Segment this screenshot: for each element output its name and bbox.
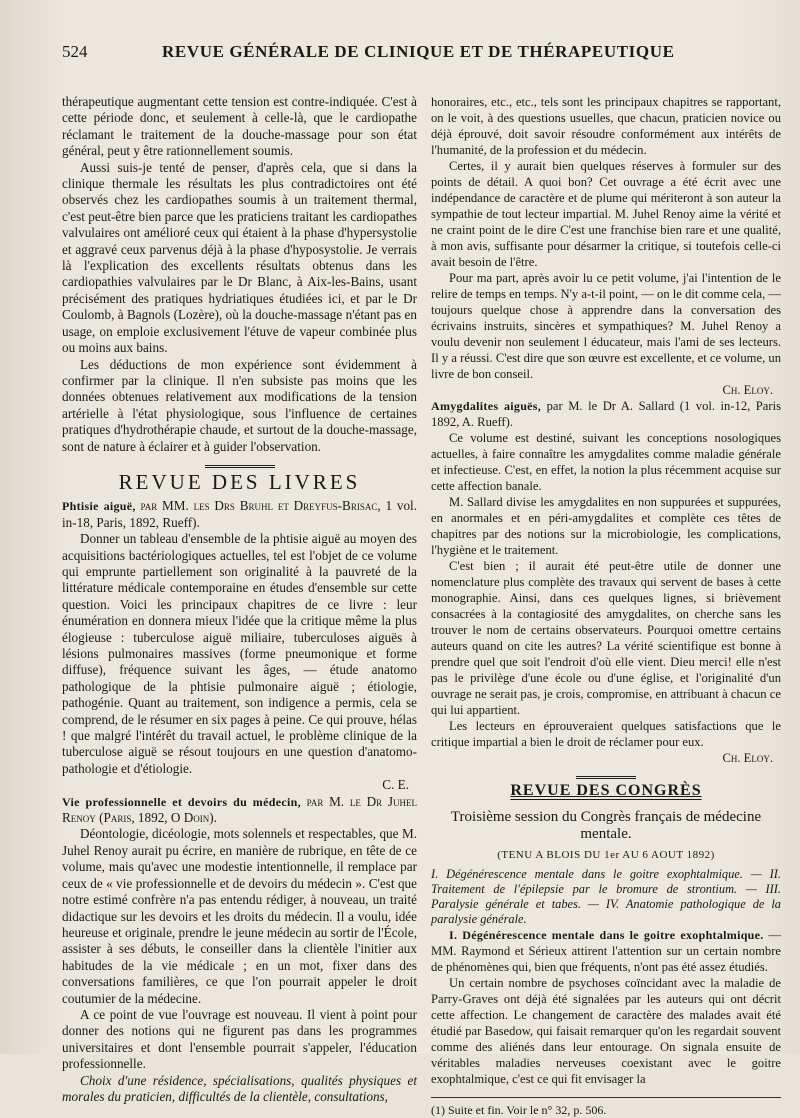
italic-text: Choix d'une résidence, spécialisations, qualités physiques et morales du praticien, difficultés de la clientèle, consultations, — [62, 1072, 417, 1104]
review-title: Vie professionnelle et devoirs du médecin, — [62, 794, 301, 809]
review-authors: par M. le Dr Juhel Renoy (Paris, 1892, O Doin). — [62, 793, 418, 826]
footnote: (1) Suite et fin. Voir le n° 32, p. 506. — [431, 1103, 607, 1117]
text-columns — [62, 94, 786, 1118]
paragraph: Donner un tableau d'ensemble de la phtisie aiguë au moyen des acquisitions bactériologiques actuelles, tel est l'objet de ce volume qui emprunte partiellement son originalité à la pauvreté de la littérature médicale contemporaine en études d'ensemble sur cette question. Voici les principaux chapitres de ce livre : leur énumération en donnera mieux l'idée que la critique même la plus élogieuse : tuberculose aiguë miliaire, tuberculoses aiguës à lésions pulmonaires massives (forme pneumonique et forme diffuse), fréquence suivant les âges, — étude anatomo pathologique de la phtisie pulmonaire aiguë ; étiologie, pathogénie. Quant au traitement, son indigence a permis, cela se comprend, de le résumer en six pages à peine. Ce qui prouve, hélas ! que malgré l'intérêt du travail actuel, le problème clinique de la tuberculose aiguë se résout toujours en une question d'anatomo-pathologie et d'étiologie. — [62, 531, 417, 776]
review-authors: par MM. les Drs Bruhl et Dreyfus-Brisac, — [140, 498, 381, 514]
review-authors: par M. le Dr A. Sallard (1 vol. in-12, Paris 1892, A. Rueff). — [431, 399, 781, 429]
signature: Ch. Eloy. — [722, 751, 773, 765]
section-title-revue-des-congres: REVUE DES CONGRÈS — [510, 782, 702, 799]
paragraph: Les lecteurs en éprouveraient quelques satisfactions que le critique impartial a bien le droit de réclamer pour eux. — [431, 719, 781, 749]
paragraph: A ce point de vue l'ouvrage est nouveau. Il vient à point pour donner des notions qui ne figurent pas dans les programmes universitaires et dont l'ensemble pourrait s'appeler, l'éducation professionnelle. — [62, 1006, 417, 1072]
subsection-title: I. Dégénérescence mentale dans le goitre exophtalmique. — [449, 928, 764, 942]
signature: Ch. Eloy. — [722, 383, 773, 397]
paragraph — [62, 1073, 417, 1106]
paragraph: Ce volume est destiné, suivant les conceptions nosologiques actuelles, à faire connaître les amygdalites comme maladie générale et infectieuse. C'est, en effet, la notion la plus récemment acquise sur cette affection banale. — [431, 431, 781, 493]
section-title-revue-des-livres: REVUE DES LIVRES — [118, 469, 361, 494]
congress-date: (TENU A BLOIS DU 1er AU 6 AOUT 1892) — [497, 849, 715, 861]
congress-subtitle: Troisième session du Congrès français de médecine mentale. — [450, 809, 762, 842]
review-ref: 1 vol. in-18, Paris, 1892, Rueff). — [62, 498, 418, 530]
paragraph: Certes, il y aurait bien quelques réserves à formuler sur des points de détail. A quoi bon? Cet ouvrage a été écrit avec une indépendance de caractère et de plume qui mériteront à son auteur la sympathie de tout lecteur impartial. M. Juhel Renoy aime la vérité et ne craint point de le dire C'est une franchise bien rare et une qualité, à mon avis, suffisante pour désarmer la critique, si toutefois celle-ci avait besoin de l'être. — [431, 159, 781, 269]
page-number: 524 — [62, 42, 88, 61]
paragraph: C'est bien ; il aurait été peut-être utile de donner une nomenclature plus complète des travaux qui servent de bases à cette monographie. Ainsi, dans ces quelques lignes, si brièvement consacrées à la contagiosité des amygdalites, on cherche sans les trouver le nom de certains observateurs. Pourquoi omettre certains auteurs quand on cite les autres? La vérité scientifique est bonne à prendre quel que soit l'endroit d'où elle vient. Dieu merci! elle n'est pas le privilège d'une école ou d'une église, et l'originalité d'un ouvrage ne serait pas, je crois, compromise, en attribuant à chacun ce qui lui appartient. — [431, 559, 781, 717]
running-head — [62, 42, 786, 68]
review-heading — [62, 498, 417, 531]
review-heading — [62, 794, 417, 827]
paragraph: Déontologie, dicéologie, mots solennels et respectables, que M. Juhel Renoy aurait pu écrire, en manière de rubrique, en tête de ce volume, mais qu'avec une modestie intentionnelle, il remplace par ceux de « vie professionnelle et de devoirs du médecin ». C'est que notre estimé confrère n'a pas entendu rédiger, à nouveau, un traité didactique sur les devoirs et les droits du médecin. Il a voulu, idée heureuse et originale, prendre le jeune médecin au sortir de l'École, assister à ses débuts, le conseiller dans la clientèle l'initier aux habitudes de la vie médicale ; en un mot, fixer dans des conversations familières, ce que l'on pourrait appeler le droit coutumier de la médecine. — [62, 826, 417, 1006]
paragraph: Aussi suis-je tenté de penser, d'après cela, que si dans la clinique thermale les résultats les plus contradictoires ont été observés chez les cardiopathes soumis à un traitement thermal, c'est peut-être bien parce que les praticiens traitant les cardiopathes valvulaires ont amélioré ceux qui étaient à la phase d'hypersystolie et aggravé ceux parvenus déjà à la phase d'hyposystolie. Je verrais là l'explication des excellents résultats obtenus dans les cardiopathies valvulaires par le Dr Blanc, à Aix-les-Bains, usant précisément des pratiques hydriatiques étudiées ici, et par le Dr Coulomb, à Bagnols (Lozère), où la douche-massage n'étant pas en usage, on emploie exclusivement l'étuve de vapeur combinée plus ou moins aux bains. — [62, 159, 417, 356]
paragraph: honoraires, etc., etc., tels sont les principaux chapitres se rapportant, on le voit, à des questions usuelles, que chacun, praticien novice ou déjà éprouvé, doit savoir résoudre conformément aux intérêts de l'humanité, de la profession et du médecin. — [431, 95, 781, 157]
review-title: Phtisie aiguë, — [62, 499, 136, 514]
paragraph — [431, 927, 781, 975]
journal-title: REVUE GÉNÉRALE DE CLINIQUE ET DE THÉRAPEUTIQUE — [162, 42, 675, 61]
right-column — [431, 94, 781, 1118]
subsection-body: — MM. Raymond et Sérieux attirent l'attention sur un certain nombre de phénomènes qui, bien que fréquents, n'ont pas été assez étudiés. — [431, 928, 781, 974]
footnote-rule — [431, 1097, 781, 1098]
paragraph: Les déductions de mon expérience sont évidemment à confirmer par la clinique. Il n'en subsiste pas moins que les données obtenues relativement aux modifications de la tension artérielle à l'état physiologique, sous l'influence de certaines pratiques d'hydrothérapie chaude, et surtout de la douche-massage, sont de nature à éclairer et à guider l'observation. — [62, 356, 417, 454]
review-heading — [431, 398, 781, 430]
section-divider — [205, 465, 275, 468]
paragraph: Un certain nombre de psychoses coïncidant avec la maladie de Parry-Graves ont déjà été signalées par les auteurs qui ont décrit cette affection. Le changement de caractère des malades avait été étudié par Basedow, qui faisait remarquer qu'on les regardait souvent comme des aliénés dans leur entourage. On signala ensuite de véritables maladies nerveuses coexistant avec le goitre exophtalmique, c'est ce qui fit envisager la — [431, 976, 781, 1086]
paragraph: Pour ma part, après avoir lu ce petit volume, j'ai l'intention de le relire de temps en temps. N'y a-t-il point, — on le dit comme cela, — toujours quelque chose à apprendre dans la conversation des écrivains instruits, sincères et sympathiques? M. Juhel Renoy a voulu devenir non seulement l éducateur, mais l'ami de ses lecteurs. Il y a réussi. C'est dire que son œuvre est excellente, et ce volume, un livre de bon conseil. — [431, 271, 781, 381]
signature: C. E. — [382, 777, 409, 793]
paragraph: M. Sallard divise les amygdalites en non suppurées et suppurées, en anormales et en péri-amygdalites et complète ces têtes de chapitres par des notions sur la microbiologie, les complications, l'hygiène et le traitement. — [431, 495, 781, 557]
section-divider — [576, 776, 636, 779]
paragraph: thérapeutique augmentant cette tension est contre-indiquée. C'est à cette période donc, et seulement à celle-là, que le cardiopathe réclamant le traitement de la douche-massage pour son état général, peut y être rationnellement soumis. — [62, 94, 417, 159]
congress-summary — [431, 867, 781, 927]
review-title: Amygdalites aiguës, — [431, 399, 542, 413]
left-column — [62, 94, 417, 1118]
italic-text: I. Dégénérescence mentale dans le goitre exophtalmique. — II. Traitement de l'épilepsie par le bromure de strontium. — III. Paralysie générale et tabes. — IV. Anatomie pathologique de la paralysie générale. — [431, 867, 781, 926]
